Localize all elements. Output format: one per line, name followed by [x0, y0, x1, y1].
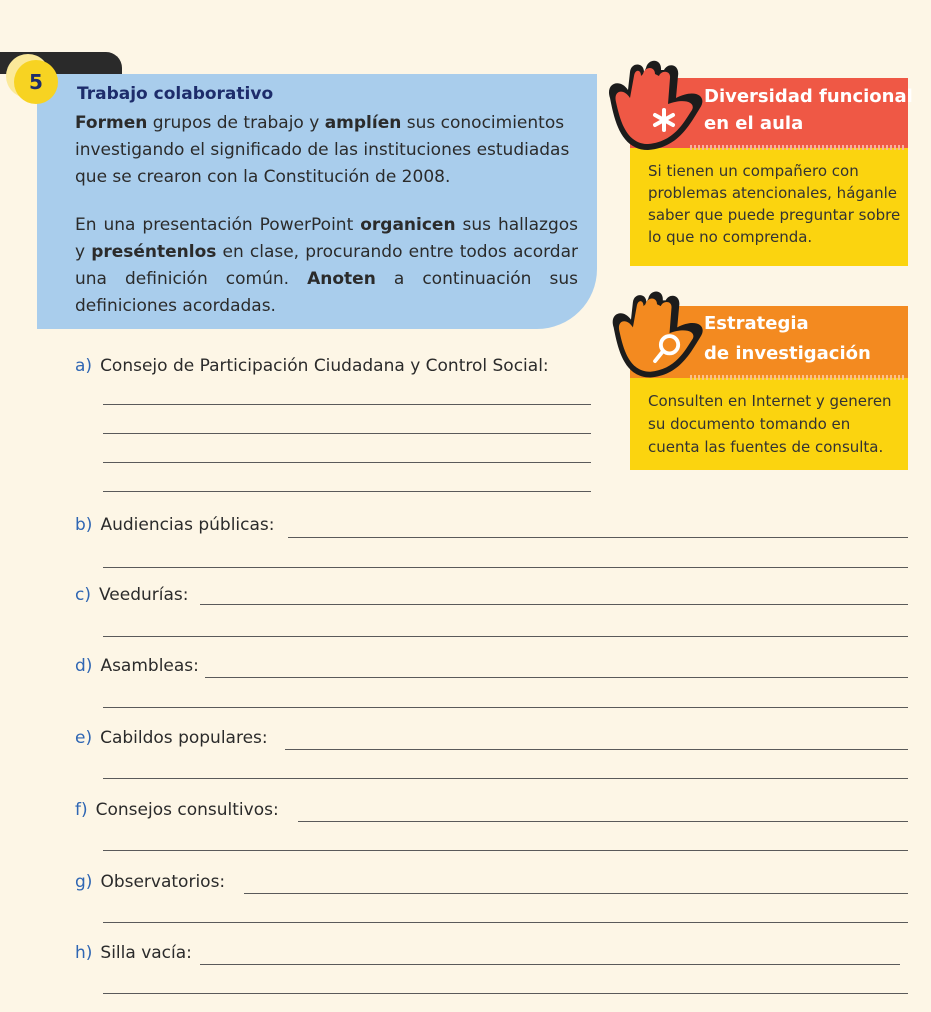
answer-line-a3[interactable]: [103, 462, 591, 463]
question-a: [75, 356, 549, 376]
question-e: [75, 728, 268, 748]
question-letter: g): [75, 872, 93, 892]
estrategia-title-line1: Estrategia: [704, 313, 809, 334]
diversidad-title-line1: Diversidad funcional: [704, 86, 913, 107]
answer-line-f2[interactable]: [103, 850, 908, 851]
question-label: Observatorios:: [100, 872, 226, 892]
answer-line-h2[interactable]: [103, 993, 908, 994]
question-letter: a): [75, 356, 93, 376]
question-label: Asambleas:: [100, 656, 199, 676]
answer-line-c1[interactable]: [200, 604, 908, 605]
activity-paragraph-1: Formen grupos de trabajo y amplíen sus conocimientos investigando el significado de las instituciones estudiadas que se crearon con la Constitución de 2008.: [75, 113, 570, 187]
question-letter: d): [75, 656, 93, 676]
estrategia-text: Consulten en Internet y generen su documento tomando en cuenta las fuentes de consulta.: [648, 392, 892, 456]
answer-line-b2[interactable]: [103, 567, 908, 568]
answer-line-a2[interactable]: [103, 433, 591, 434]
question-h: [75, 943, 192, 963]
question-f: [75, 800, 279, 820]
answer-line-a4[interactable]: [103, 491, 591, 492]
hand-asterisk-icon: [600, 58, 710, 158]
activity-title: Trabajo colaborativo: [77, 84, 274, 104]
question-letter: c): [75, 585, 91, 605]
answer-line-e1[interactable]: [285, 749, 908, 750]
answer-line-h1[interactable]: [200, 964, 900, 965]
question-letter: h): [75, 943, 93, 963]
activity-number: 5: [29, 70, 43, 94]
question-label: Veedurías:: [98, 585, 189, 605]
answer-line-e2[interactable]: [103, 778, 908, 779]
estrategia-separator: [690, 375, 904, 380]
answer-line-d2[interactable]: [103, 707, 908, 708]
question-label: Silla vacía:: [100, 943, 192, 963]
question-letter: e): [75, 728, 93, 748]
answer-line-b1[interactable]: [288, 537, 908, 538]
activity-paragraph-2: En una presentación PowerPoint organicen sus hallazgos y preséntenlos en clase, procurando entre todos acordar una definición común. Anoten a continuación sus definiciones acordadas.: [75, 215, 578, 316]
question-d: [75, 656, 199, 676]
question-label: Consejos consultivos:: [95, 800, 279, 820]
question-label: Cabildos populares:: [100, 728, 268, 748]
question-c: [75, 585, 189, 605]
answer-line-g2[interactable]: [103, 922, 908, 923]
question-letter: b): [75, 515, 93, 535]
diversidad-text: Si tienen un compañero con problemas atencionales, háganle saber que puede preguntar sobre lo que no comprenda.: [648, 162, 901, 246]
answer-line-g1[interactable]: [244, 893, 908, 894]
question-letter: f): [75, 800, 88, 820]
question-label: Audiencias públicas:: [100, 515, 275, 535]
question-label: Consejo de Participación Ciudadana y Control Social:: [100, 356, 549, 376]
hand-magnifier-icon: [604, 287, 710, 387]
question-g: [75, 872, 225, 892]
estrategia-title-line2: de investigación: [704, 343, 871, 364]
diversidad-title-line2: en el aula: [704, 113, 804, 134]
answer-line-a1[interactable]: [103, 404, 591, 405]
diversidad-separator: [690, 145, 904, 150]
answer-line-d1[interactable]: [205, 677, 908, 678]
answer-line-c2[interactable]: [103, 636, 908, 637]
answer-line-f1[interactable]: [298, 821, 908, 822]
question-b: [75, 515, 275, 535]
